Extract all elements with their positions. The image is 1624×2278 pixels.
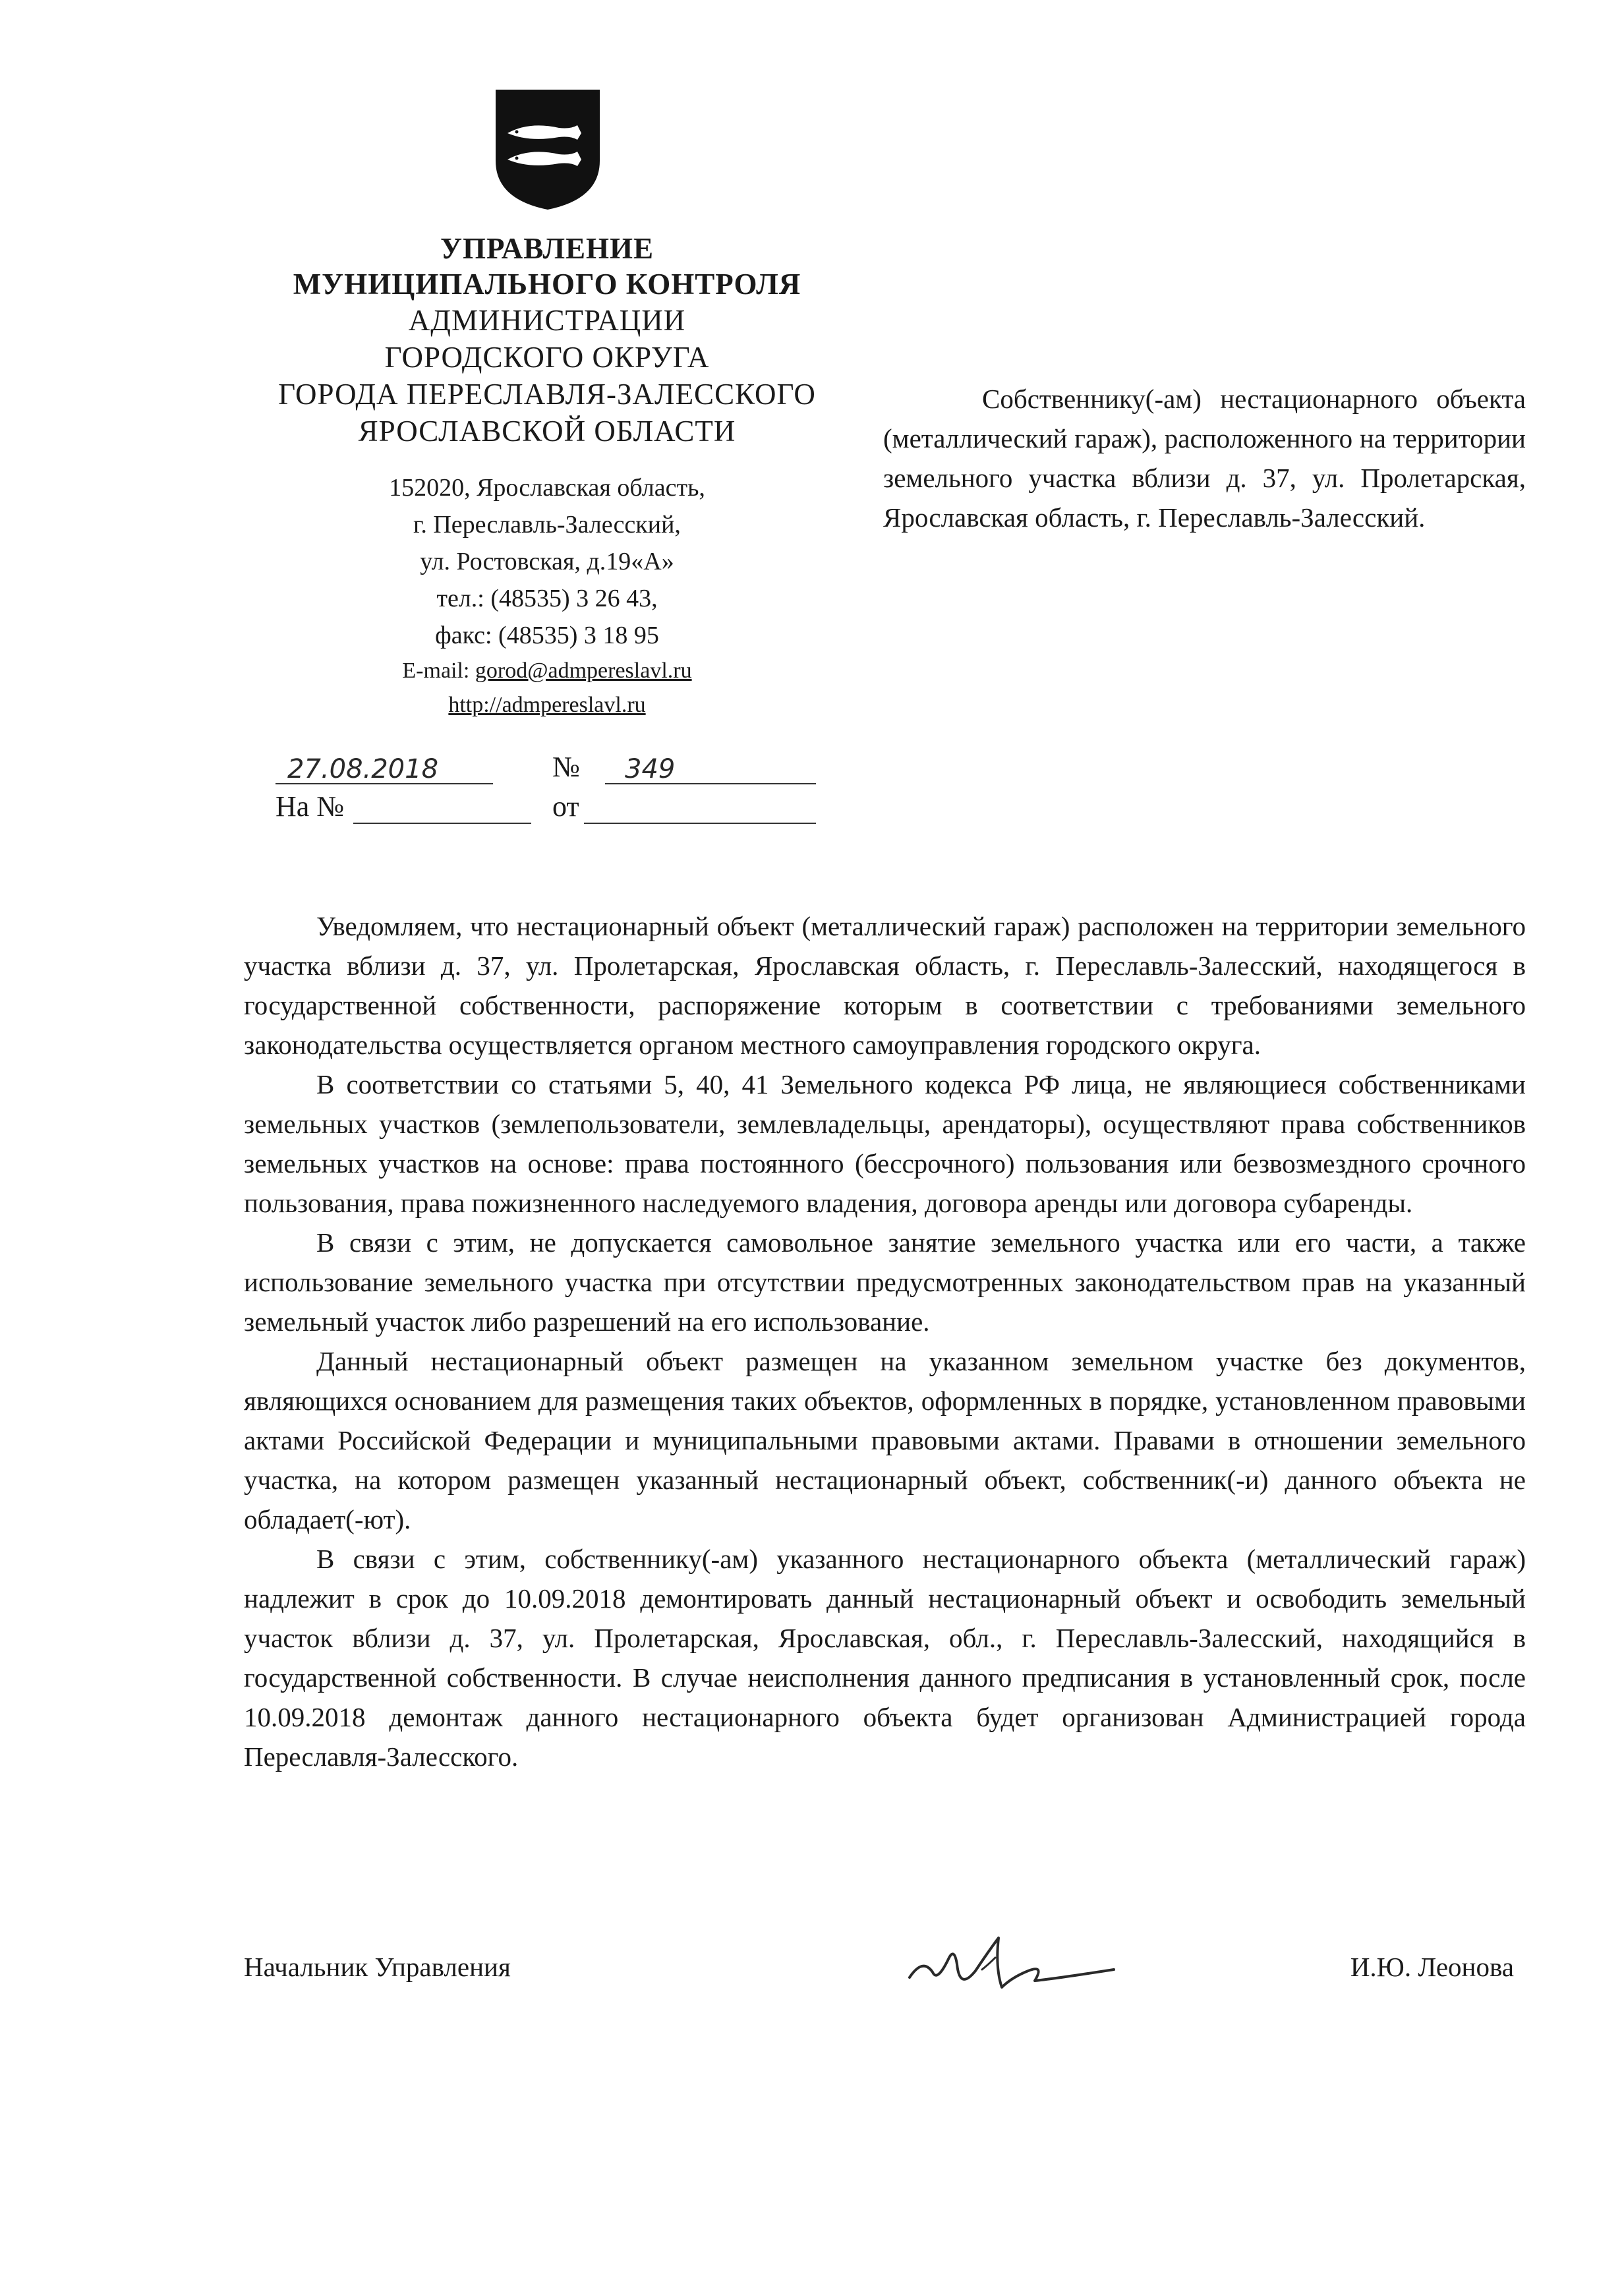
body-paragraph: Уведомляем, что нестационарный объект (металлический гараж) расположен на территории земельного участка вблизи д. 37, ул. Пролетарская, Ярославская область, г. Переславль-Залесский, находящегося в государственной собственности, распоряжение которым в соответствии с требованиями земельного законодательства осуществляется органом местного самоуправления городского округа. [244,911,1526,1060]
number-label: № [552,751,580,783]
letter-body [244,906,1526,1776]
from-underline [584,823,816,824]
administration-line4: ЯРОСЛАВСКОЙ ОБЛАСТИ [358,415,736,448]
registration-number: 349 [625,754,676,784]
reference-row [276,790,816,829]
letterhead [244,231,850,722]
phone-line: тел.: (48535) 3 26 43, [436,585,658,612]
body-paragraph: Данный нестационарный объект размещен на указанном земельном участке без документов, являющихся основанием для размещения таких объектов, оформленных в порядке, установленном правовыми актами Российской Федерации и муниципальными правовыми актами. Правами в отношении земельного участка, на котором размещен указанный нестационарный объект, собственник(-и) данного объекта не обладает(-ют). [244,1346,1526,1534]
date-underline [276,783,493,784]
administration-line1: АДМИНИСТРАЦИИ [408,304,686,337]
signer-name: И.Ю. Леонова [1350,1952,1514,1982]
email-label: E-mail: [402,658,475,683]
signature-icon [903,1931,1120,2010]
department-name-line1: УПРАВЛЕНИЕ [440,232,654,265]
administration-line3: ГОРОДА ПЕРЕСЛАВЛЯ-ЗАЛЕССКОГО [278,378,816,411]
administration-line2: ГОРОДСКОГО ОКРУГА [384,341,710,374]
registration-date: 27.08.2018 [287,754,439,784]
address-line: г. Переславль-Залесский, [413,511,681,539]
from-label: от [552,790,579,823]
address-line: ул. Ростовская, д.19«А» [420,548,674,575]
department-name-line2: МУНИЦИПАЛЬНОГО КОНТРОЛЯ [293,268,801,301]
address-line: 152020, Ярославская область, [389,474,705,502]
website-link[interactable]: http://admpereslavl.ru [448,693,646,717]
registration-row [276,750,816,790]
email-link[interactable]: gorod@admpereslavl.ru [475,658,692,683]
number-underline [605,783,816,784]
body-paragraph: В соответствии со статьями 5, 40, 41 Земельного кодекса РФ лица, не являющиеся собственниками земельных участков (землепользователи, землевладельцы, арендаторы), осуществляют права собственников земельных участков на основе: права постоянного (бессрочного) пользования или безвозмездного срочного пользования, права пожизненного наследуемого владения, договора аренды или договора субаренды. [244,1069,1526,1218]
reference-underline [353,823,531,824]
reference-label: На № [276,790,345,823]
fax-line: факс: (48535) 3 18 95 [435,622,659,649]
address-block [244,469,850,654]
addressee: Собственнику(-ам) нестационарного объекта (металлический гараж), расположенного на территории земельного участка вблизи д. 37, ул. Пролетарская, Ярославская область, г. Переславль-Залесский. [883,384,1526,533]
signature-block [244,1931,1526,2010]
coat-of-arms-icon [493,87,602,212]
email-line [244,654,850,688]
signer-title: Начальник Управления [244,1952,511,1982]
body-paragraph: В связи с этим, не допускается самовольное занятие земельного участка или его части, а также использование земельного участка при отсутствии предусмотренных законодательством прав на указанный земельный участок либо разрешений на его использование. [244,1227,1526,1337]
body-paragraph: В связи с этим, собственнику(-ам) указанного нестационарного объекта (металлический гараж) надлежит в срок до 10.09.2018 демонтировать данный нестационарный объект и освободить земельный участок вблизи д. 37, ул. Пролетарская, Ярославская, обл., г. Переславль-Залесский, находящийся в государственной собственности. В случае неисполнения данного предписания в установленный срок, после 10.09.2018 демонтаж данного нестационарного объекта будет организован Администрацией города Переславля-Залесского. [244,1544,1526,1772]
